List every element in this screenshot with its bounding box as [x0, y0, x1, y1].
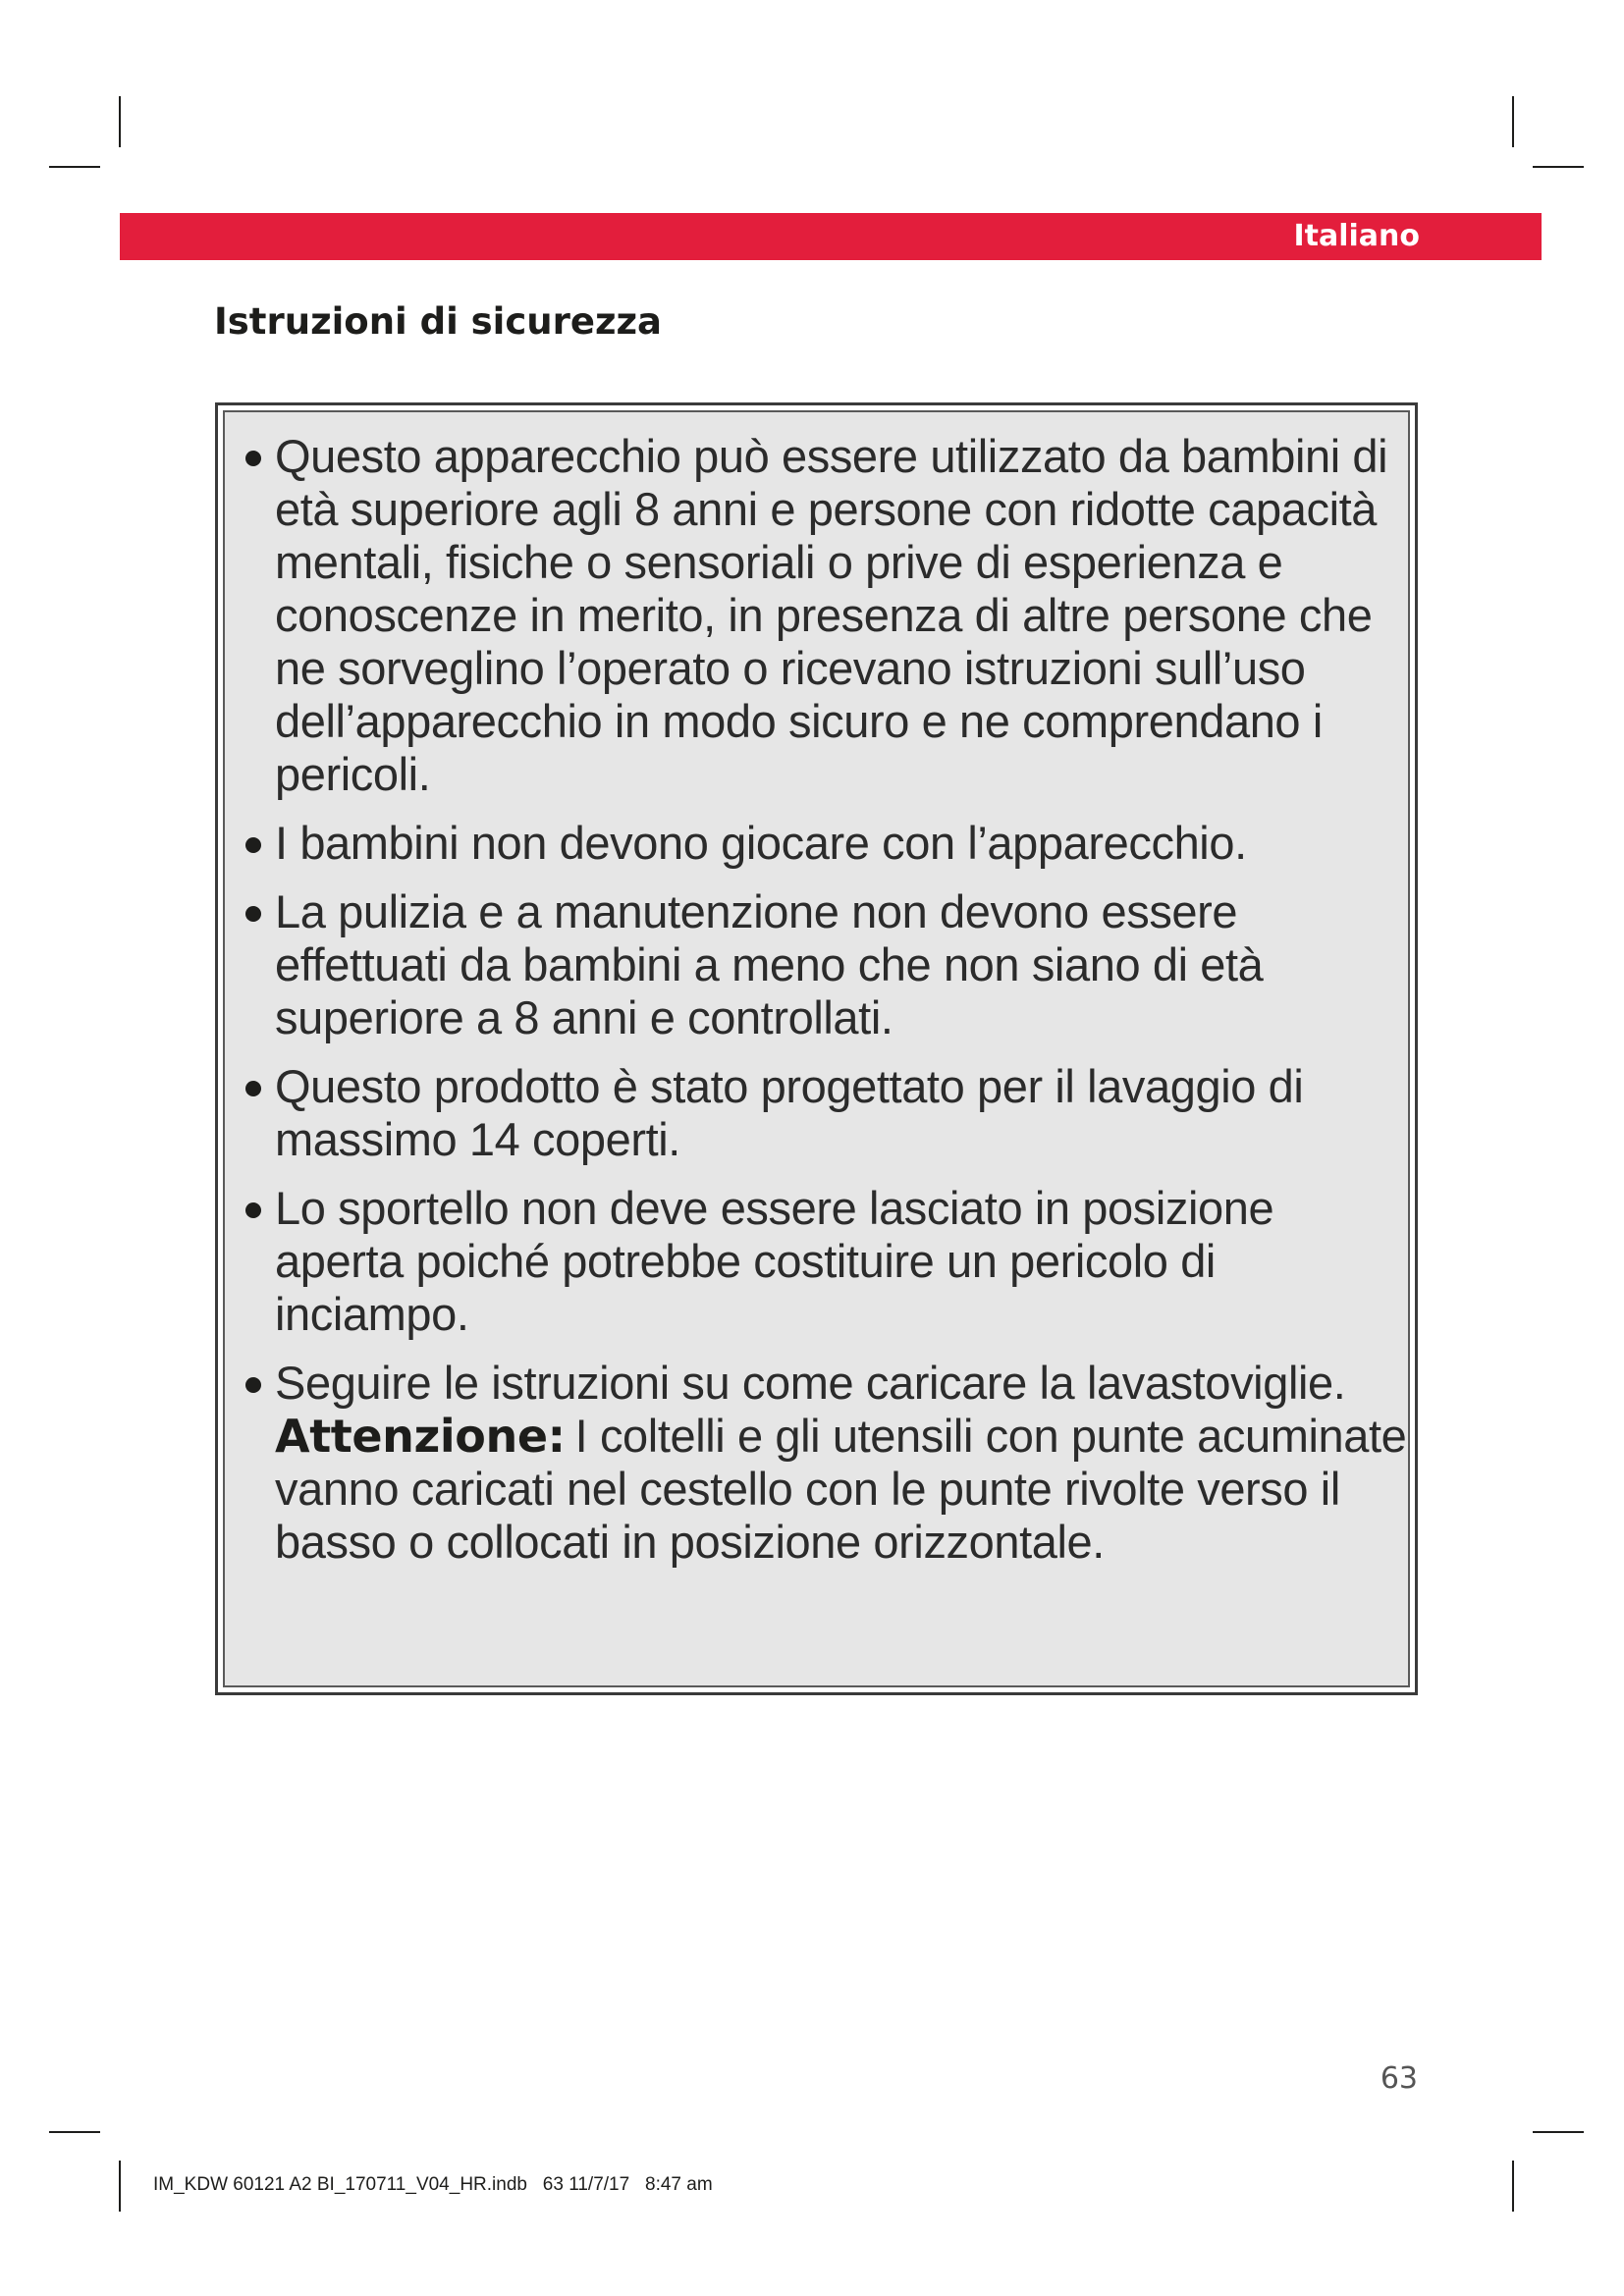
crop-mark-top-right	[1512, 96, 1514, 147]
warning-text: I coltelli e gli utensili con punte acuminate vanno caricati nel cestello con le punte rivolte verso il basso o collocati in posizione orizzontale.	[275, 1410, 1407, 1568]
bullet-icon	[245, 451, 261, 466]
safety-notice-panel	[223, 410, 1410, 1687]
notice-text: Lo sportello non deve essere lasciato in posizione aperta poiché potrebbe costituire un pericolo di inciampo.	[275, 1182, 1274, 1340]
safety-notice-box	[215, 402, 1418, 1695]
safety-notice-item	[225, 817, 1408, 870]
safety-notice-item	[225, 1182, 1408, 1341]
bullet-icon	[245, 906, 261, 922]
crop-mark-bottom-left	[119, 2161, 121, 2212]
safety-notice-item	[225, 1060, 1408, 1166]
safety-notice-item	[225, 430, 1408, 801]
crop-mark-bottom-left	[49, 2131, 100, 2133]
language-header-bar	[120, 213, 1542, 260]
notice-text: Seguire le istruzioni su come caricare la lavastoviglie.	[275, 1357, 1346, 1409]
print-slug: IM_KDW 60121 A2 BI_170711_V04_HR.indb 63 11/7/17 8:47 am	[153, 2174, 713, 2195]
notice-text: La pulizia e a manutenzione non devono essere effettuati da bambini a meno che non siano di età superiore a 8 anni e controllati.	[275, 885, 1264, 1043]
warning-label: Attenzione:	[275, 1410, 566, 1463]
crop-mark-top-left	[49, 166, 100, 168]
safety-notice-list	[225, 430, 1408, 1569]
page-number: 63	[1380, 2061, 1418, 2096]
bullet-icon	[245, 1081, 261, 1096]
crop-mark-top-left	[119, 96, 121, 147]
crop-mark-top-right	[1533, 166, 1584, 168]
safety-notice-item	[225, 885, 1408, 1044]
notice-text: Questo prodotto è stato progettato per il lavaggio di massimo 14 coperti.	[275, 1060, 1304, 1165]
bullet-icon	[245, 1202, 261, 1218]
crop-mark-bottom-right	[1512, 2161, 1514, 2212]
crop-mark-bottom-right	[1533, 2131, 1584, 2133]
notice-text: I bambini non devono giocare con l’apparecchio.	[275, 817, 1247, 869]
bullet-icon	[245, 1377, 261, 1393]
language-label: Italiano	[1293, 219, 1420, 253]
notice-text: Questo apparecchio può essere utilizzato da bambini di età superiore agli 8 anni e persone con ridotte capacità mentali, fisiche o sensoriali o prive di esperienza e conoscenze in merito, in presenza di altre persone che ne sorveglino l’operato o ricevano istruzioni sull’uso dell’apparecchio in modo sicuro e ne comprendano i pericoli.	[275, 430, 1388, 800]
bullet-icon	[245, 837, 261, 853]
section-title: Istruzioni di sicurezza	[214, 300, 663, 343]
safety-notice-item	[225, 1357, 1408, 1569]
